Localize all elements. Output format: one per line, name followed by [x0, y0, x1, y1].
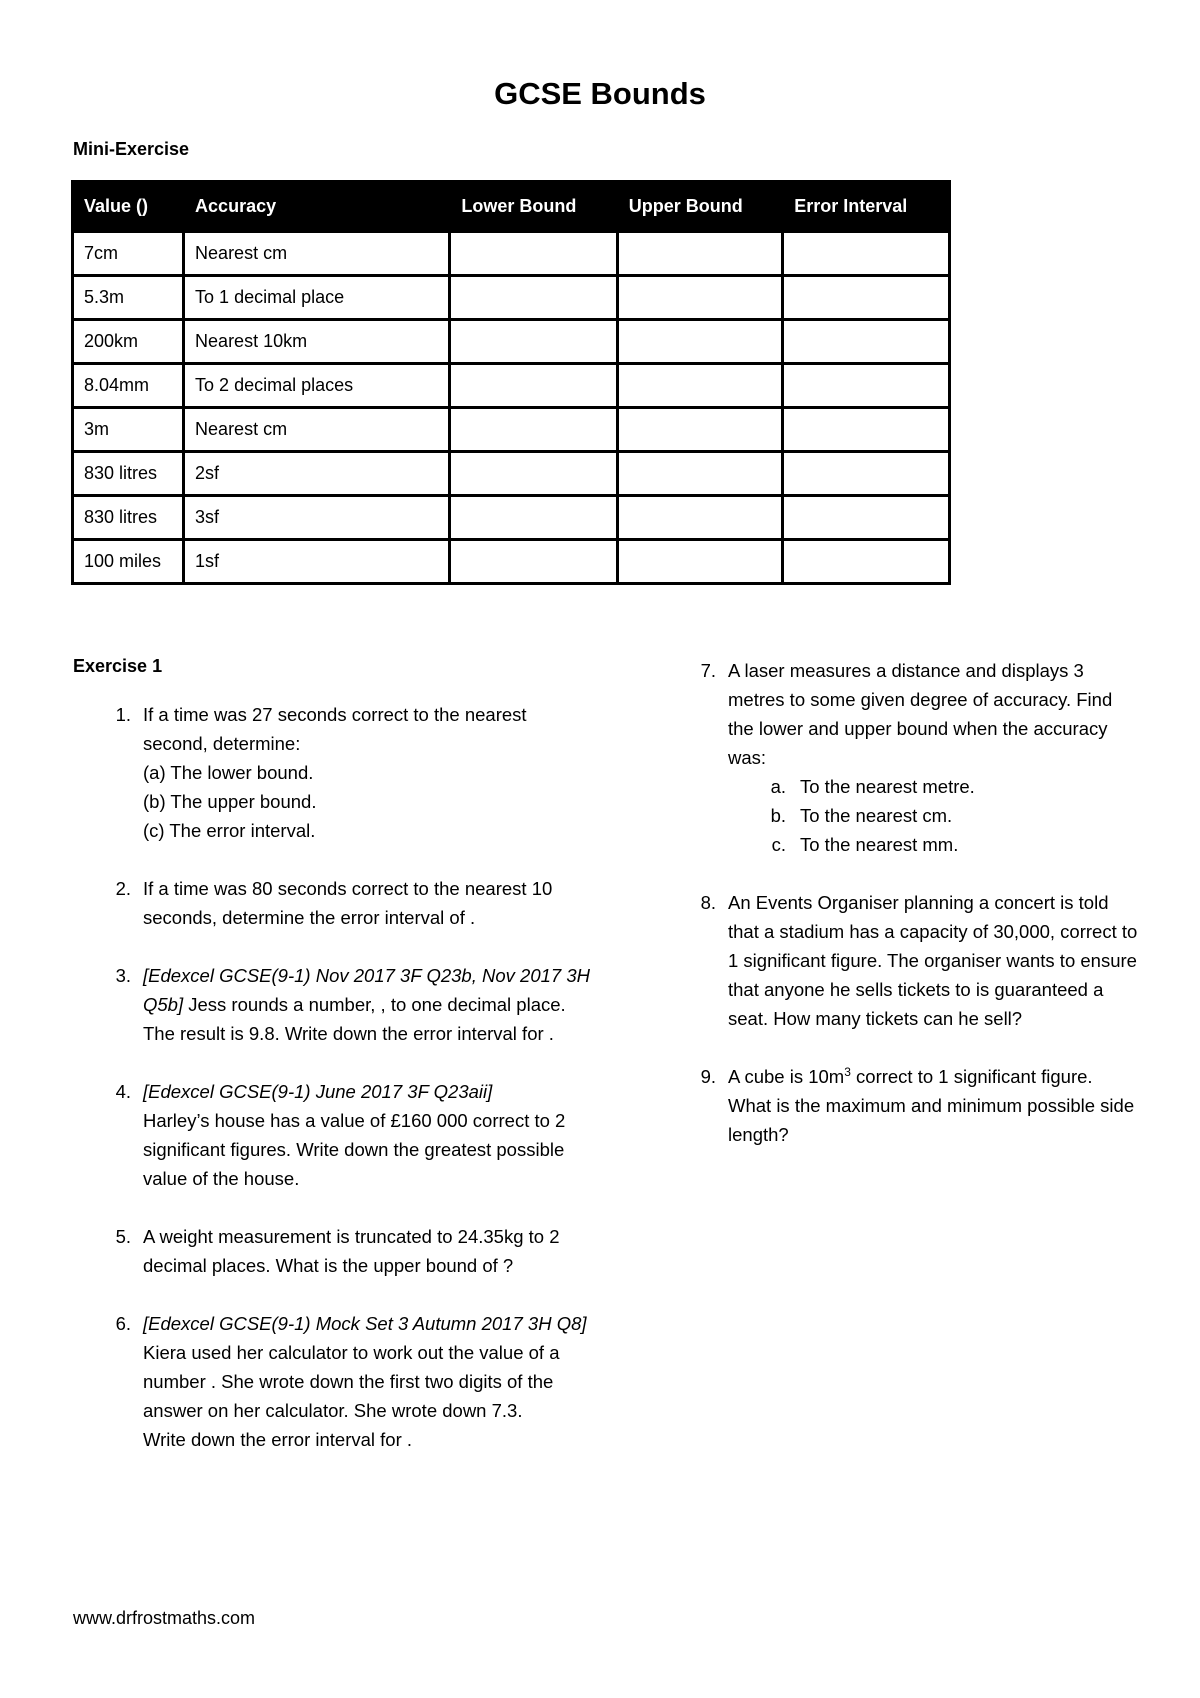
question-text: A weight measurement is truncated to 24.35kg to 2 decimal places. What is the upper bound of ?	[143, 1226, 560, 1276]
question-text: A laser measures a distance and displays 3 metres to some given degree of accuracy. Find the lower and upper bound when the accuracy was:	[728, 660, 1113, 768]
accuracy-cell: 2sf	[184, 452, 450, 496]
question-2	[73, 874, 593, 932]
upper-bound-cell	[617, 452, 782, 496]
accuracy-cell: Nearest cm	[184, 408, 450, 452]
sub-question-label: a.	[770, 776, 786, 797]
upper-bound-cell	[617, 408, 782, 452]
header-upper-bound: Upper Bound	[617, 182, 782, 232]
question-text-end: correct to 1 significant figure. What is the maximum and minimum possible side length?	[728, 1066, 1135, 1145]
page-title: GCSE Bounds	[494, 76, 706, 111]
sub-question	[728, 772, 1138, 801]
sub-question	[728, 801, 1138, 830]
question-text: If a time was 80 seconds correct to the nearest 10 seconds, determine the error interval of .	[143, 878, 553, 928]
question-number: 5.	[115, 1226, 131, 1247]
value-cell: 200km	[73, 320, 184, 364]
error-interval-cell	[783, 364, 950, 408]
questions-right-column	[658, 656, 1138, 1178]
header-accuracy: Accuracy	[184, 182, 450, 232]
question-3	[73, 961, 593, 1048]
question-number: 9.	[700, 1066, 716, 1087]
header-lower-bound: Lower Bound	[450, 182, 617, 232]
sub-question-text: To the nearest cm.	[800, 805, 953, 826]
error-interval-cell	[783, 452, 950, 496]
error-interval-cell	[783, 232, 950, 276]
value-cell: 3m	[73, 408, 184, 452]
sub-question-label: c.	[771, 834, 786, 855]
question-number: 7.	[700, 660, 716, 681]
question-7	[658, 656, 1138, 859]
sub-question-text: To the nearest metre.	[800, 776, 975, 797]
table-row	[73, 540, 950, 584]
question-text: If a time was 27 seconds correct to the nearest second, determine:	[143, 704, 527, 754]
header-error-interval: Error Interval	[783, 182, 950, 232]
upper-bound-cell	[617, 364, 782, 408]
question-text-start: A cube is 10m	[728, 1066, 845, 1087]
questions-left-column	[73, 700, 593, 1483]
question-source: [Edexcel GCSE(9-1) Nov 2017 3F Q23b, Nov 2017 3H Q5b]	[143, 965, 590, 1015]
question-number: 8.	[700, 892, 716, 913]
sub-question-label: b.	[770, 805, 786, 826]
question-text: Harley’s house has a value of £160 000 correct to 2 significant figures. Write down the greatest possible value of the house.	[143, 1110, 566, 1189]
upper-bound-cell	[617, 320, 782, 364]
error-interval-cell	[783, 496, 950, 540]
question-number: 1.	[115, 704, 131, 725]
question-5	[73, 1222, 593, 1280]
value-cell: 830 litres	[73, 496, 184, 540]
table-row	[73, 364, 950, 408]
question-text	[728, 1062, 1138, 1149]
upper-bound-cell	[617, 276, 782, 320]
value-cell: 5.3m	[73, 276, 184, 320]
error-interval-cell	[783, 408, 950, 452]
sub-question	[728, 830, 1138, 859]
value-cell: 8.04mm	[73, 364, 184, 408]
accuracy-cell: 3sf	[184, 496, 450, 540]
question-9	[658, 1062, 1138, 1149]
table-header-row	[73, 182, 950, 232]
lower-bound-cell	[450, 364, 617, 408]
question-part-c: (c) The error interval.	[143, 820, 316, 841]
accuracy-cell: Nearest 10km	[184, 320, 450, 364]
error-interval-cell	[783, 320, 950, 364]
question-text: An Events Organiser planning a concert is told that a stadium has a capacity of 30,000, correct to 1 significant figure. The organiser wants to ensure that anyone he sells tickets to is guaranteed a seat. How many tickets can he sell?	[728, 892, 1138, 1029]
footer-url[interactable]: www.drfrostmaths.com	[73, 1608, 256, 1628]
lower-bound-cell	[450, 232, 617, 276]
accuracy-cell: Nearest cm	[184, 232, 450, 276]
table-row	[73, 320, 950, 364]
table-row	[73, 452, 950, 496]
question-number: 4.	[115, 1081, 131, 1102]
question-source: [Edexcel GCSE(9-1) June 2017 3F Q23aii]	[143, 1081, 493, 1102]
table-row	[73, 232, 950, 276]
question-6	[73, 1309, 593, 1454]
question-part-a: (a) The lower bound.	[143, 762, 314, 783]
lower-bound-cell	[450, 408, 617, 452]
table-row	[73, 408, 950, 452]
lower-bound-cell	[450, 276, 617, 320]
question-text: Kiera used her calculator to work out the value of a number . She wrote down the first two digits of the answer on her calculator. She wrote down 7.3.	[143, 1342, 560, 1421]
table-row	[73, 496, 950, 540]
error-interval-cell	[783, 540, 950, 584]
question-number: 6.	[115, 1313, 131, 1334]
question-part-b: (b) The upper bound.	[143, 791, 317, 812]
question-1	[73, 700, 593, 845]
lower-bound-cell	[450, 540, 617, 584]
question-4	[73, 1077, 593, 1193]
error-interval-cell	[783, 276, 950, 320]
value-cell: 7cm	[73, 232, 184, 276]
accuracy-cell: To 1 decimal place	[184, 276, 450, 320]
question-text: Jess rounds a number, , to one decimal place. The result is 9.8. Write down the error interval for .	[143, 994, 566, 1044]
upper-bound-cell	[617, 232, 782, 276]
lower-bound-cell	[450, 496, 617, 540]
value-cell: 100 miles	[73, 540, 184, 584]
mini-exercise-heading: Mini-Exercise	[73, 139, 190, 159]
table-row	[73, 276, 950, 320]
exercise-1-heading: Exercise 1	[73, 656, 163, 676]
lower-bound-cell	[450, 320, 617, 364]
lower-bound-cell	[450, 452, 617, 496]
question-number: 2.	[115, 878, 131, 899]
question-source: [Edexcel GCSE(9-1) Mock Set 3 Autumn 2017 3H Q8]	[143, 1313, 587, 1334]
question-number: 3.	[115, 965, 131, 986]
question-8	[658, 888, 1138, 1033]
bounds-table	[71, 180, 951, 585]
header-value: Value ()	[73, 182, 184, 232]
superscript: 3	[844, 1064, 851, 1079]
upper-bound-cell	[617, 496, 782, 540]
accuracy-cell: 1sf	[184, 540, 450, 584]
value-cell: 830 litres	[73, 452, 184, 496]
accuracy-cell: To 2 decimal places	[184, 364, 450, 408]
upper-bound-cell	[617, 540, 782, 584]
question-text-continued: Write down the error interval for .	[143, 1429, 413, 1450]
sub-question-text: To the nearest mm.	[800, 834, 959, 855]
